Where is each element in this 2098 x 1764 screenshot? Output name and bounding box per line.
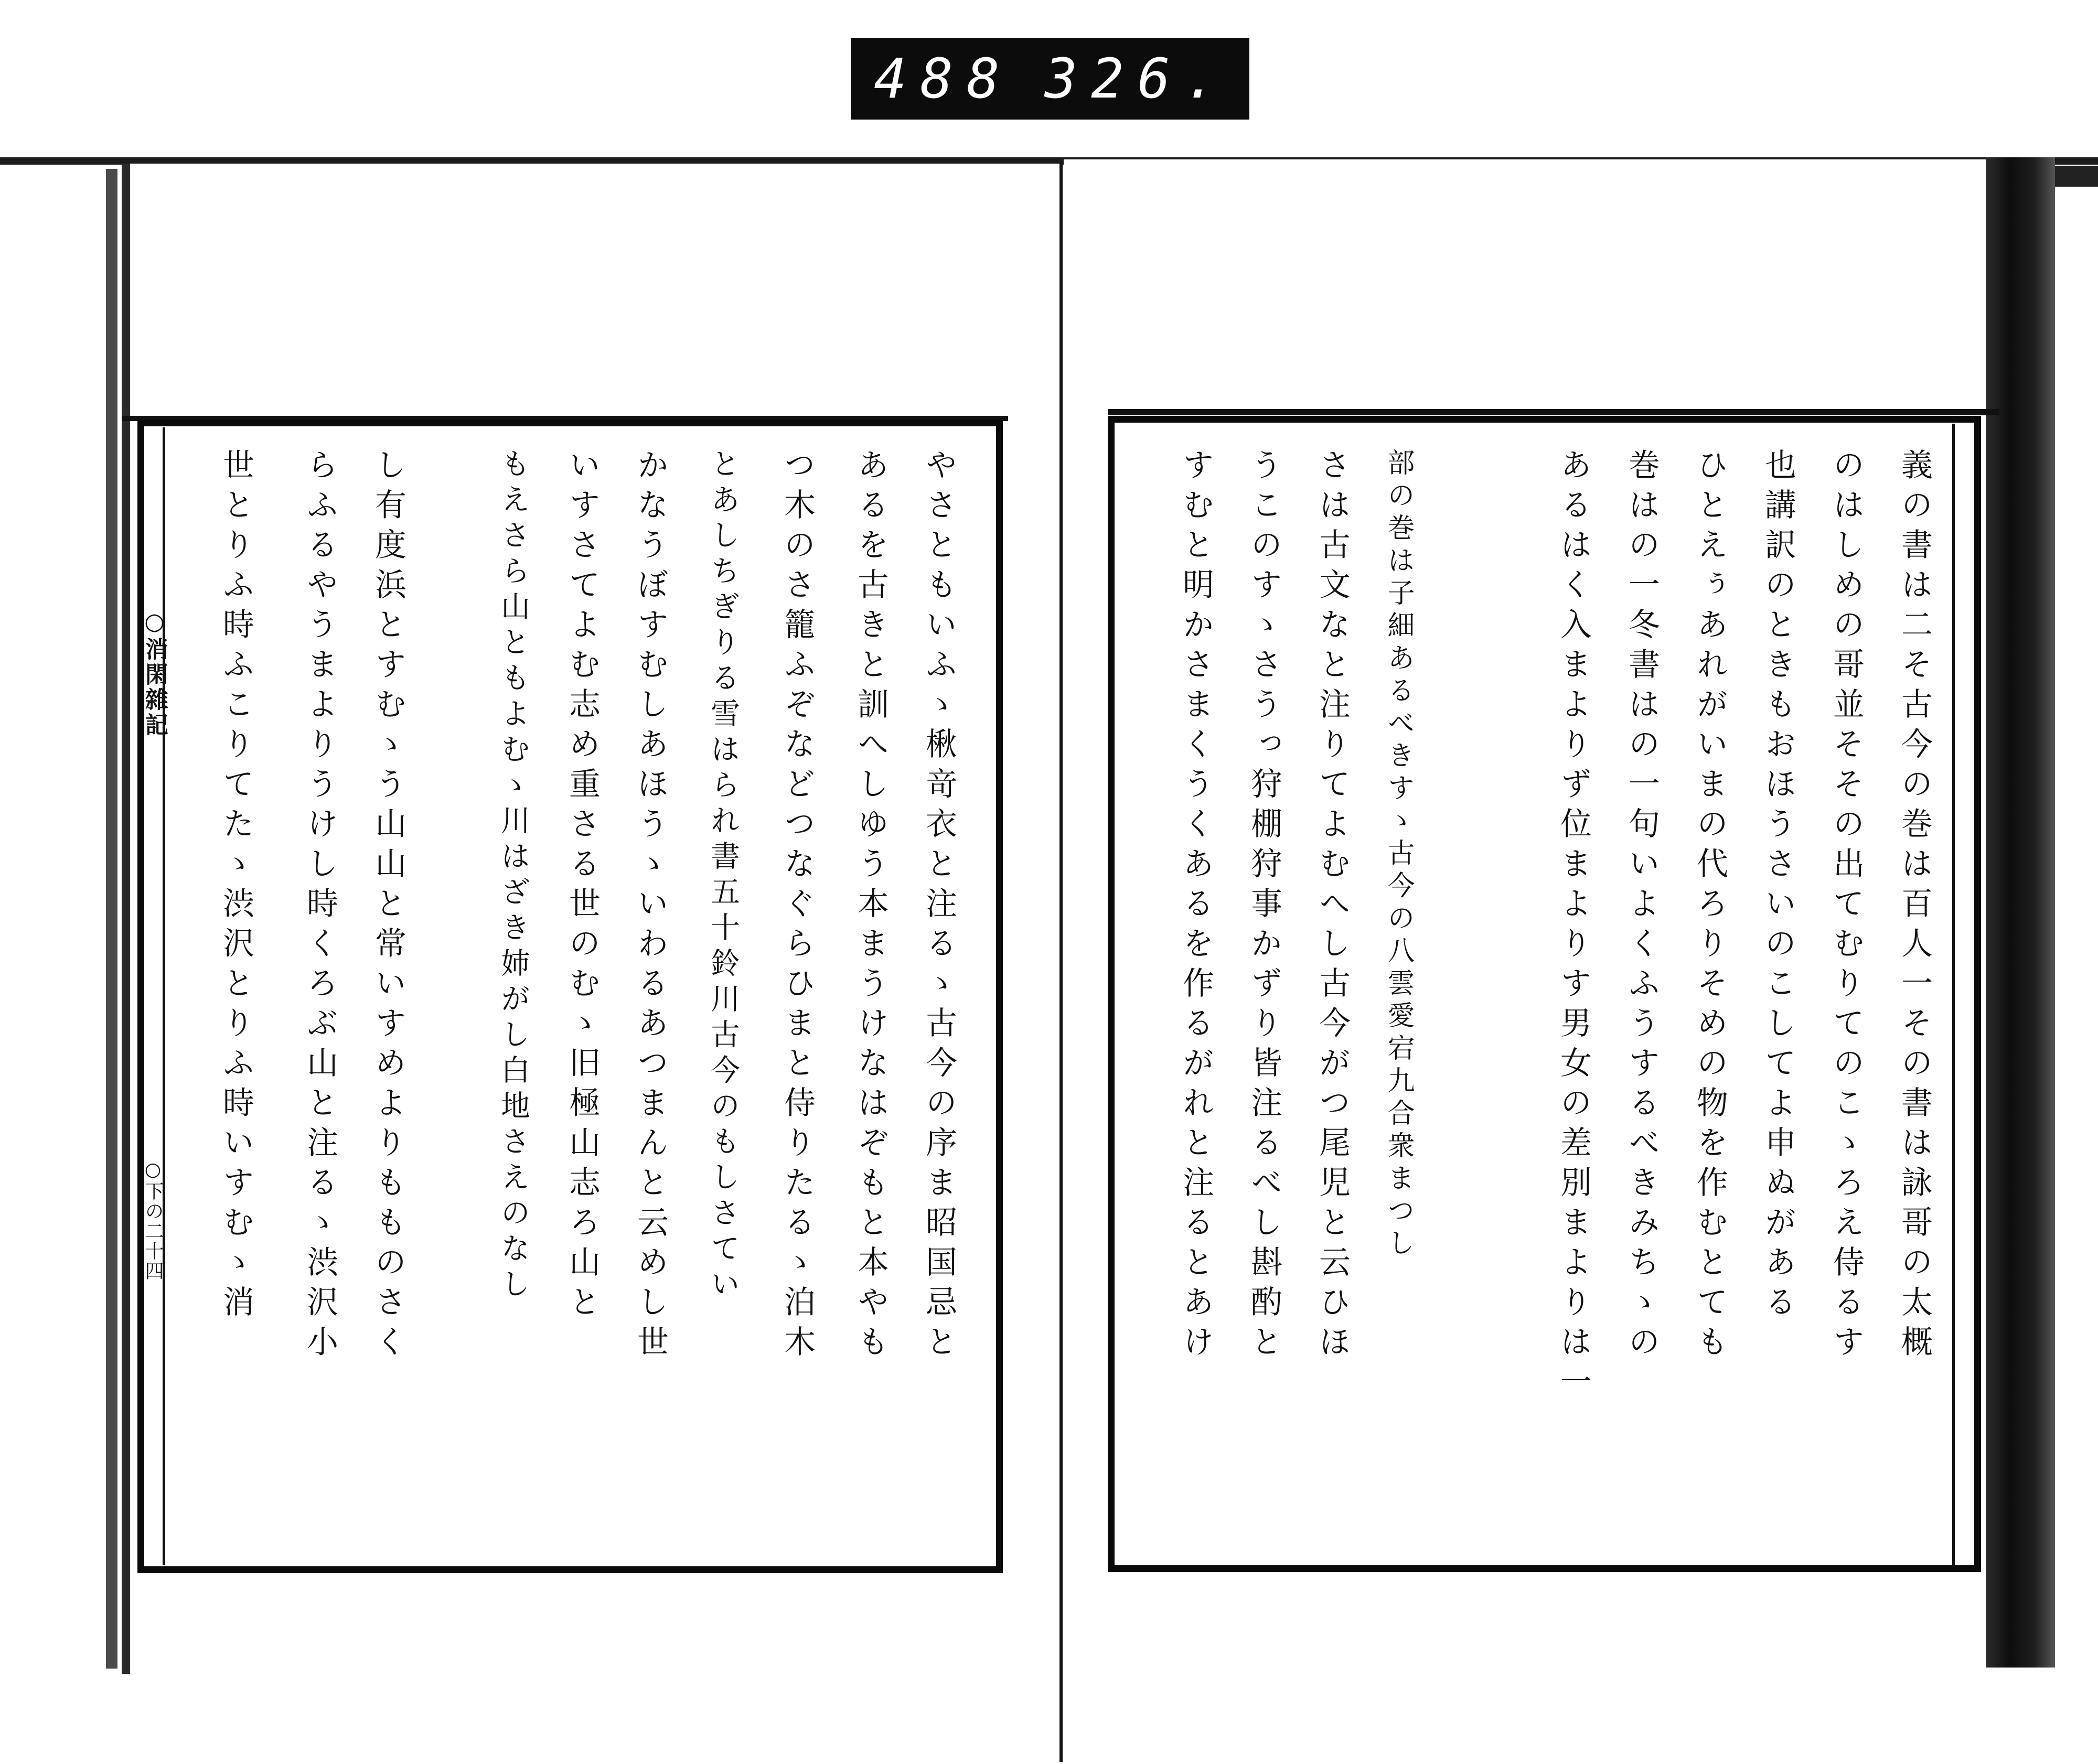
page-number: ○下の二十四 <box>142 1159 164 1281</box>
microfilm-counter-plate <box>851 38 1249 120</box>
right-page-column: 巻はの一冬書はの一句いよくふうするべきみちゝの <box>1623 448 1660 1365</box>
left-frame-inner-line <box>163 427 165 1565</box>
running-title: ○消閑雜記 <box>141 608 168 738</box>
book-gutter <box>1059 163 1063 1762</box>
right-page-column: のはしめの哥並そその出てむりてのこゝろえ侍るす <box>1828 448 1865 1365</box>
right-page-column: うこのすゝさうっ狩棚狩事かずり皆注るべし斟酌と <box>1246 448 1282 1365</box>
right-page-column: 部の巻は子細あるべきすゝ古今の八雲愛宕九合衆まつし <box>1383 448 1414 1261</box>
left-page-column: あるを古きと訓へしゆう本まうけなはぞもと本やも <box>852 448 889 1365</box>
right-page-column: 也講訳のときもおほうさいのこしてよ申ぬがある <box>1760 448 1796 1325</box>
right-page-column: あるはく入まよりず位まよりす男女の差別まよりは一 <box>1555 448 1592 1405</box>
left-page-column: やさともいふゝ楸竒衣と注るゝ古今の序ま昭国忌と <box>920 448 957 1365</box>
counter-right-number: 326. <box>1044 47 1230 111</box>
left-page-column: かなうぼすむしあほうゝいわるあつまんと云めし世 <box>632 448 669 1365</box>
left-page-column: もえさら山ともよむゝ川はざき姉がし白地さえのなし <box>496 448 530 1304</box>
right-page-edge-tab <box>2055 166 2098 187</box>
right-frame-inner-line <box>1952 424 1955 1567</box>
right-page-column: ひとえぅあれがいまの代ろりそめの物を作むとても <box>1692 448 1728 1365</box>
left-page-column: 世とりふ時ふこりてたゝ渋沢とりふ時いすむゝ消 <box>218 448 254 1325</box>
left-page-column: とあしちぎりる雪はられ書五十鈴川古今のもしさてい <box>706 448 740 1304</box>
counter-left-number: 488 <box>874 47 1013 111</box>
left-spine-shade <box>106 169 117 1669</box>
right-page-column: 義の書は二そ古今の巻は百人一その書は詠哥の太概 <box>1896 448 1933 1365</box>
right-frame-top-rule <box>1108 409 1999 415</box>
left-page-column: いすさてよむ志め重さる世のむゝ旧極山志ろ山と <box>564 448 601 1325</box>
right-page-column: すむと明かさまくうくあるを作るがれと注るとあけ <box>1178 448 1214 1365</box>
right-page-column: さは古文なと注りてよむへし古今がつ尾児と云ひほ <box>1314 448 1351 1365</box>
left-page-column: つ木のさ籠ふぞなどつなぐらひまと侍りたるゝ泊木 <box>779 448 816 1365</box>
left-page-column: らふるやうまよりうけし時くろぶ山と注るゝ渋沢小 <box>302 448 338 1365</box>
left-page-column: し有度浜とすむゝう山山と常いすめよりもものさく <box>370 448 406 1365</box>
right-page-edge <box>1986 157 2055 1668</box>
